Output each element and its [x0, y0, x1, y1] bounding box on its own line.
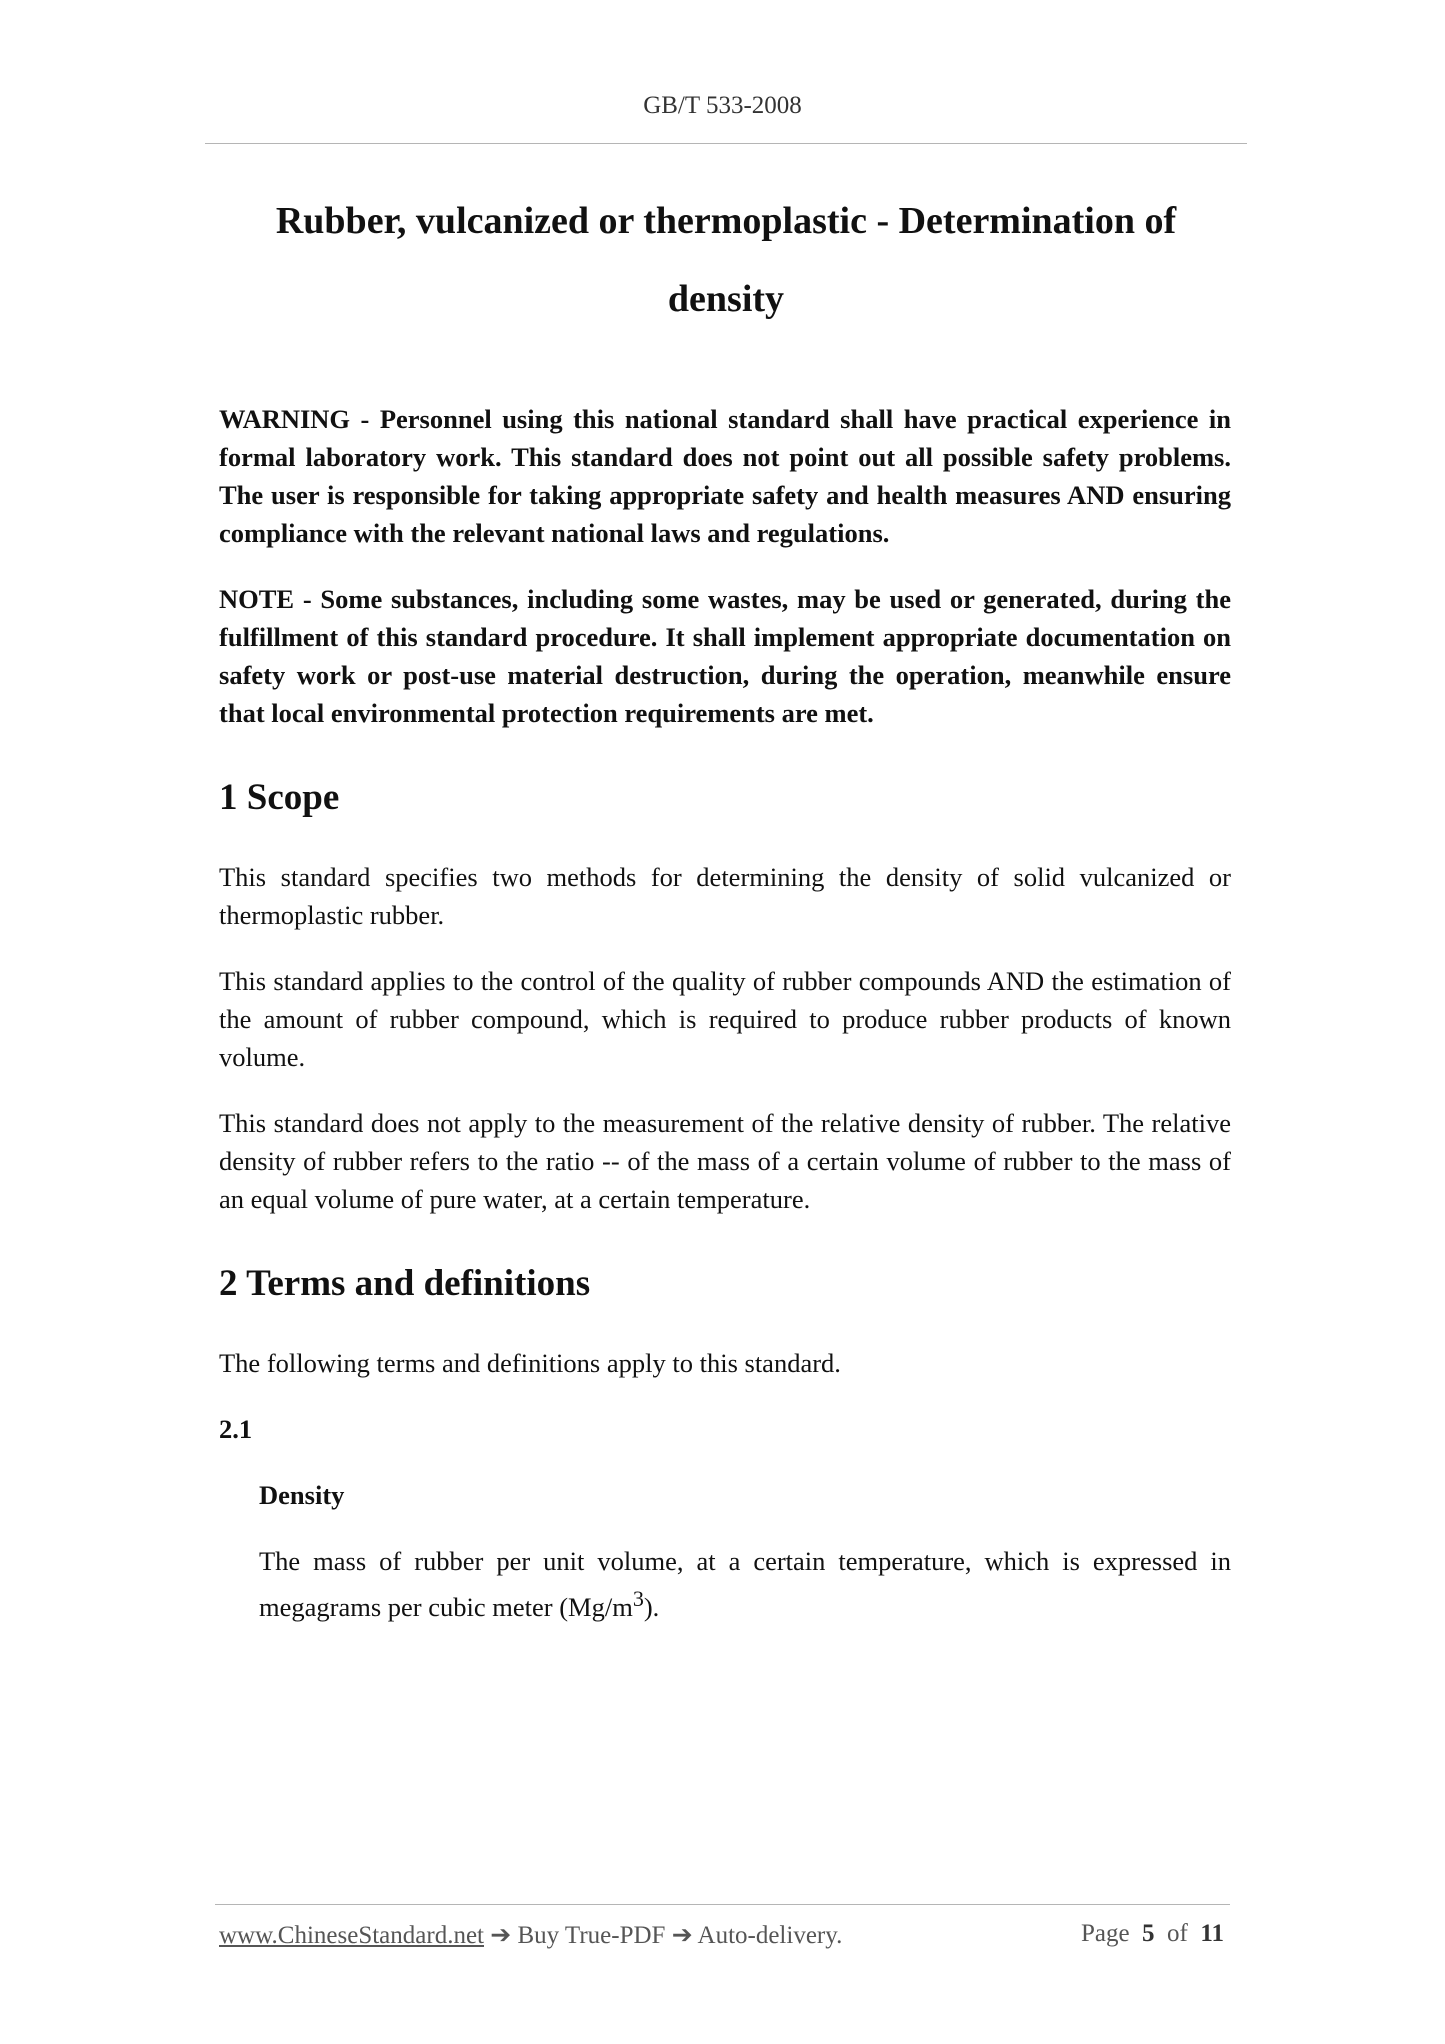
document-code-header: GB/T 533-2008 — [643, 92, 802, 119]
header-divider — [205, 143, 1247, 144]
auto-delivery-text: Auto-delivery. — [697, 1922, 843, 1949]
page-indicator — [1081, 1920, 1224, 1948]
title-line-1: Rubber, vulcanized or thermoplastic - Determination of — [275, 200, 1177, 242]
footer-links — [219, 1920, 842, 1950]
scope-paragraph-2: This standard applies to the control of the quality of rubber compounds AND the estimation of the amount of rubber compound, which is required to produce rubber products of known volume. — [219, 966, 1231, 1072]
terms-intro-paragraph: The following terms and definitions apply to this standard. — [219, 1348, 841, 1378]
definition-superscript: 3 — [632, 1586, 644, 1611]
clause-number: 2.1 — [219, 1414, 253, 1444]
website-link[interactable]: www.ChineseStandard.net — [219, 1922, 484, 1949]
document-title — [205, 182, 1247, 338]
section-1-heading: 1 Scope — [219, 777, 340, 818]
document-body — [219, 400, 1231, 1654]
of-label: of — [1167, 1920, 1188, 1947]
title-line-2: density — [667, 278, 785, 320]
buy-true-pdf-text: Buy True-PDF — [517, 1922, 666, 1949]
term-definition — [259, 1542, 1231, 1626]
page-label: Page — [1080, 1920, 1130, 1947]
definition-text: The mass of rubber per unit volume, at a certain temperature, which is expressed in megagrams per cubic meter (Mg/m — [259, 1546, 1231, 1622]
total-pages-number: 11 — [1200, 1920, 1224, 1947]
arrow-right-icon: ➔ — [490, 1922, 512, 1949]
term-name: Density — [259, 1480, 345, 1510]
scope-paragraph-3: This standard does not apply to the measurement of the relative density of rubber. The relative density of rubber refers to the ratio -- of the mass of a certain volume of rubber to the mass of an equal volume of pure water, at a certain temperature. — [219, 1108, 1231, 1214]
note-paragraph: NOTE - Some substances, including some wastes, may be used or generated, during the fulfillment of this standard procedure. It shall implement appropriate documentation on safety work or post-use material destruction, during the operation, meanwhile ensure that local environmental protection requirements are met. — [219, 584, 1231, 728]
section-2-heading: 2 Terms and definitions — [219, 1263, 591, 1304]
definition-end: ). — [643, 1591, 660, 1622]
footer-divider — [215, 1904, 1230, 1905]
arrow-right-icon: ➔ — [671, 1922, 693, 1949]
scope-paragraph-1: This standard specifies two methods for determining the density of solid vulcanized or thermoplastic rubber. — [219, 862, 1231, 930]
warning-paragraph: WARNING - Personnel using this national standard shall have practical experience in formal laboratory work. This standard does not point out all possible safety problems. The user is responsible for taking appropriate safety and health measures AND ensuring compliance with the relevant national laws and regulations. — [219, 404, 1231, 548]
current-page-number: 5 — [1142, 1920, 1155, 1947]
